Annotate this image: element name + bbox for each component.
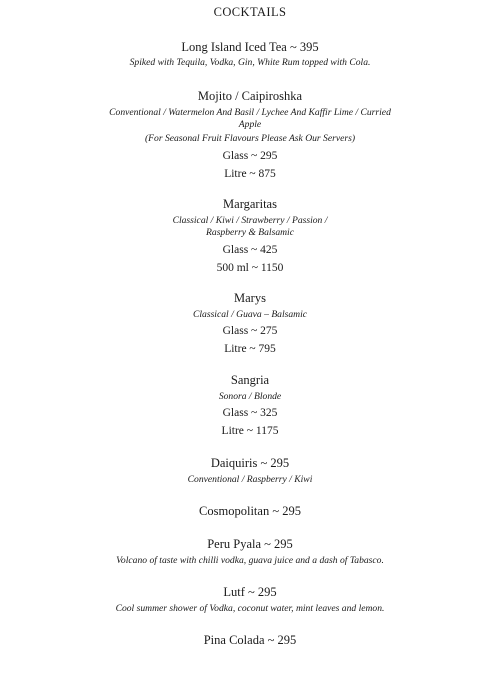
item-description: Apple bbox=[238, 119, 262, 130]
item-name: Sangria bbox=[230, 373, 270, 387]
item-description: Conventional / Raspberry / Kiwi bbox=[187, 474, 313, 485]
menu-item-mojito bbox=[0, 89, 500, 181]
item-name: Daiquiris ~ 295 bbox=[210, 456, 290, 470]
price-glass: Glass ~ 295 bbox=[222, 150, 278, 162]
menu-item-lutf bbox=[0, 585, 500, 615]
item-description: Conventional / Watermelon And Basil / Lychee And Kaffir Lime / Curried bbox=[109, 107, 391, 118]
price-litre: Litre ~ 1175 bbox=[221, 425, 279, 437]
price-glass: Glass ~ 425 bbox=[222, 244, 278, 256]
item-name: Mojito / Caipiroshka bbox=[197, 89, 303, 103]
item-name: Margaritas bbox=[223, 197, 277, 211]
menu-item-peru-pyala bbox=[0, 537, 500, 567]
item-name: Long Island Iced Tea ~ 395 bbox=[181, 40, 319, 54]
item-name: Marys bbox=[234, 291, 266, 305]
item-description: Spiked with Tequila, Vodka, Gin, White Rum topped with Cola. bbox=[129, 57, 371, 68]
menu-item-pina-colada bbox=[0, 633, 500, 648]
menu-title: COCKTAILS bbox=[213, 5, 287, 19]
item-description: Raspberry & Balsamic bbox=[206, 227, 294, 238]
menu-item-marys bbox=[0, 291, 500, 356]
item-description: Classical / Kiwi / Strawberry / Passion / bbox=[172, 215, 328, 226]
menu-item-daiquiris bbox=[0, 456, 500, 486]
item-name: Lutf ~ 295 bbox=[223, 585, 277, 599]
menu-item-sangria bbox=[0, 373, 500, 438]
item-description: Volcano of taste with chilli vodka, guava juice and a dash of Tabasco. bbox=[116, 555, 384, 566]
item-description: Classical / Guava – Balsamic bbox=[192, 309, 308, 320]
price-glass: Glass ~ 325 bbox=[222, 407, 278, 419]
item-name: Cosmopolitan ~ 295 bbox=[199, 504, 301, 518]
item-name: Peru Pyala ~ 295 bbox=[207, 537, 293, 551]
price-glass: Glass ~ 275 bbox=[222, 325, 278, 337]
menu-item-long-island bbox=[0, 40, 500, 69]
item-note: (For Seasonal Fruit Flavours Please Ask Our Servers) bbox=[144, 133, 356, 144]
menu-item-margaritas bbox=[0, 197, 500, 275]
price-litre: Litre ~ 875 bbox=[224, 168, 276, 180]
item-description: Sonora / Blonde bbox=[218, 391, 282, 402]
menu-item-cosmopolitan bbox=[0, 504, 500, 519]
price-litre: Litre ~ 795 bbox=[224, 343, 276, 355]
item-name: Pina Colada ~ 295 bbox=[203, 633, 297, 647]
item-description: Cool summer shower of Vodka, coconut water, mint leaves and lemon. bbox=[115, 603, 385, 614]
price-500ml: 500 ml ~ 1150 bbox=[216, 262, 284, 274]
